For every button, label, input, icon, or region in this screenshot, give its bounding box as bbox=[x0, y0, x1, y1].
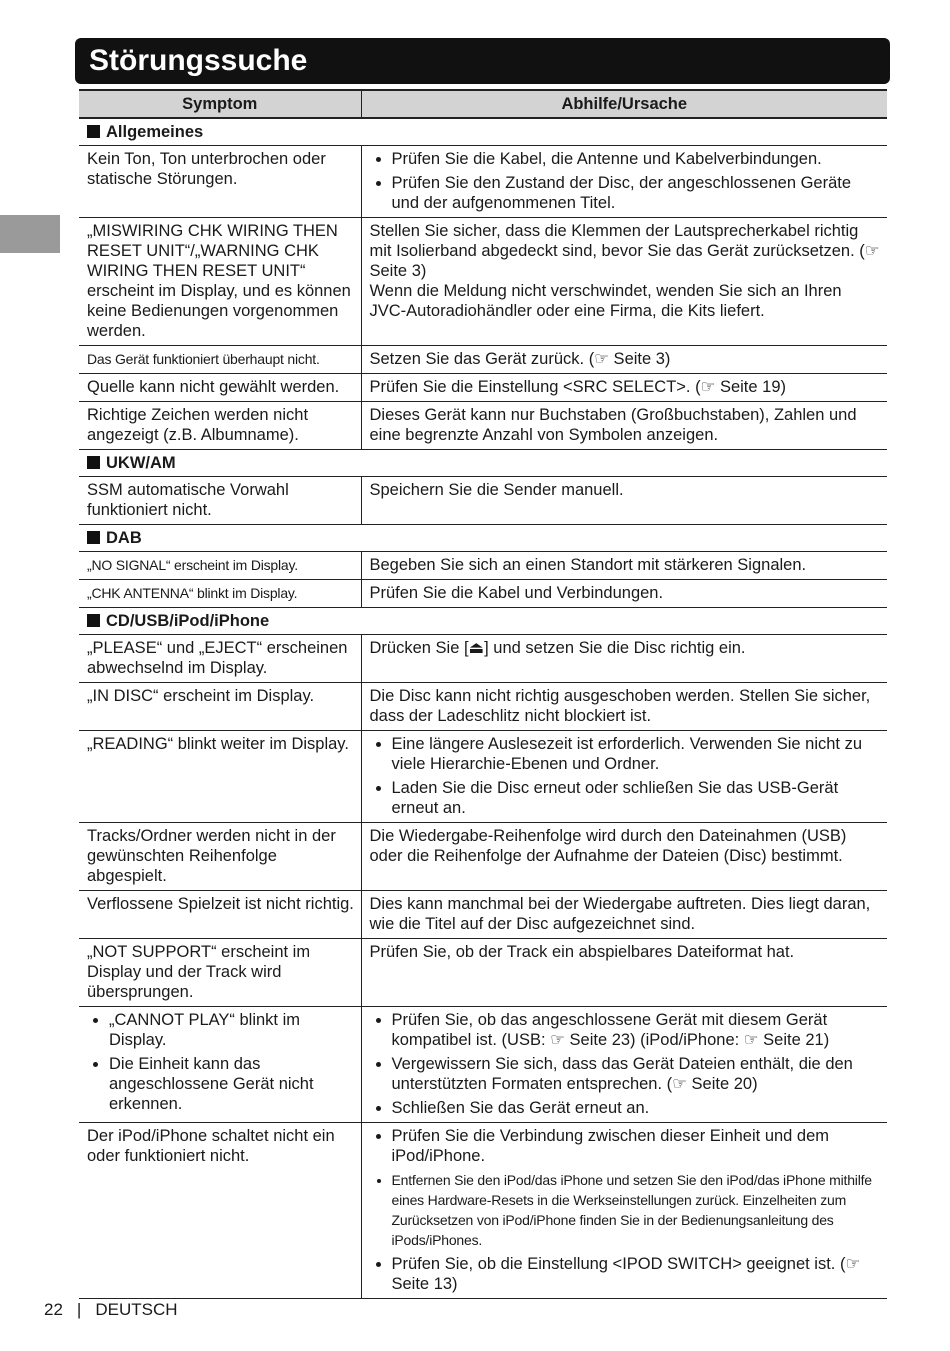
remedy-cell bbox=[361, 823, 887, 891]
section-header-row bbox=[79, 450, 887, 477]
symptom-cell bbox=[79, 402, 361, 450]
symptom-text: Verflossene Spielzeit ist nicht richtig. bbox=[87, 895, 354, 913]
table-row bbox=[79, 477, 887, 525]
remedy-list-item: • Prüfen Sie, ob das angeschlossene Gerät mit diesem Gerät kompatibel ist. (USB: ☞ Seite 23) (iPod/iPhone: ☞ Seite 21) bbox=[392, 1010, 882, 1050]
table-row bbox=[79, 552, 887, 580]
section-header bbox=[79, 608, 887, 635]
table-row bbox=[79, 402, 887, 450]
column-header-symptom: Symptom bbox=[79, 90, 361, 118]
remedy-list-item: • Eine längere Auslesezeit ist erforderlich. Verwenden Sie nicht zu viele Hierarchie-Ebenen und Ordner. bbox=[392, 734, 882, 774]
remedy-list bbox=[370, 734, 882, 818]
remedy-list-item: • Schließen Sie das Gerät erneut an. bbox=[392, 1098, 882, 1118]
page-number: 22 bbox=[44, 1300, 63, 1319]
symptom-cell bbox=[79, 346, 361, 374]
remedy-list bbox=[370, 149, 882, 213]
section-title: DAB bbox=[106, 529, 142, 547]
table-row bbox=[79, 346, 887, 374]
symptom-cell bbox=[79, 580, 361, 608]
remedy-list bbox=[370, 1010, 882, 1118]
symptom-cell bbox=[79, 1123, 361, 1299]
symptom-cell bbox=[79, 731, 361, 823]
remedy-list-item: • Entfernen Sie den iPod/das iPhone und setzen Sie den iPod/das iPhone mithilfe eines Hardware-Resets in die Werkseinstellungen zurück. Einzelheiten zum Zurücksetzen von iPod/iPhone finden Sie in der Bedienungsanleitung des iPods/iPhones. bbox=[392, 1170, 882, 1250]
remedy-cell bbox=[361, 552, 887, 580]
remedy-cell bbox=[361, 346, 887, 374]
remedy-cell bbox=[361, 731, 887, 823]
symptom-list bbox=[87, 1010, 355, 1114]
remedy-list-item: • Vergewissern Sie sich, dass das Gerät Dateien enthält, die den unterstützten Formaten entsprechen. (☞ Seite 20) bbox=[392, 1054, 882, 1094]
remedy-text: Begeben Sie sich an einen Standort mit stärkeren Signalen. bbox=[369, 556, 807, 574]
column-header-remedy: Abhilfe/Ursache bbox=[361, 90, 887, 118]
table-row bbox=[79, 1007, 887, 1123]
table-row bbox=[79, 891, 887, 939]
table-body bbox=[79, 118, 887, 1299]
section-title: UKW/AM bbox=[106, 454, 176, 472]
symptom-text: „NO SIGNAL“ erscheint im Display. bbox=[87, 557, 298, 573]
remedy-list-item: • Prüfen Sie die Verbindung zwischen dieser Einheit und dem iPod/iPhone. bbox=[392, 1126, 882, 1166]
remedy-cell bbox=[361, 146, 887, 218]
section-square-icon bbox=[87, 125, 100, 138]
symptom-cell bbox=[79, 552, 361, 580]
symptom-text: Das Gerät funktioniert überhaupt nicht. bbox=[87, 351, 320, 367]
symptom-cell bbox=[79, 823, 361, 891]
section-title: Allgemeines bbox=[106, 123, 204, 141]
section-header-row bbox=[79, 118, 887, 146]
symptom-text: „IN DISC“ erscheint im Display. bbox=[87, 687, 315, 705]
table-row bbox=[79, 683, 887, 731]
symptom-text: Der iPod/iPhone schaltet nicht ein oder funktioniert nicht. bbox=[87, 1127, 335, 1165]
symptom-text: Kein Ton, Ton unterbrochen oder statische Störungen. bbox=[87, 150, 326, 188]
table-row bbox=[79, 731, 887, 823]
remedy-list-item: • Prüfen Sie, ob die Einstellung <IPOD SWITCH> geeignet ist. (☞ Seite 13) bbox=[392, 1254, 882, 1294]
symptom-cell bbox=[79, 683, 361, 731]
remedy-list bbox=[370, 1126, 882, 1294]
remedy-text: Die Wiedergabe-Reihenfolge wird durch den Dateinahmen (USB) oder die Reihenfolge der Aufnahme der Dateien (Disc) bestimmt. bbox=[369, 827, 847, 865]
remedy-text: Dies kann manchmal bei der Wiedergabe auftreten. Dies liegt daran, wie die Titel auf der Disc aufgezeichnet sind. bbox=[369, 895, 871, 933]
remedy-list-item: • Prüfen Sie den Zustand der Disc, der angeschlossenen Geräte und der aufgenommenen Titel. bbox=[392, 173, 882, 213]
table-row bbox=[79, 218, 887, 346]
table-row bbox=[79, 1123, 887, 1299]
symptom-text: Quelle kann nicht gewählt werden. bbox=[87, 378, 340, 396]
table-row bbox=[79, 374, 887, 402]
symptom-list-item: • Die Einheit kann das angeschlossene Gerät nicht erkennen. bbox=[109, 1054, 355, 1114]
troubleshooting-table bbox=[79, 89, 887, 1299]
symptom-cell bbox=[79, 1007, 361, 1123]
section-header bbox=[79, 450, 887, 477]
remedy-text: Prüfen Sie die Einstellung <SRC SELECT>. (☞ Seite 19) bbox=[369, 378, 786, 396]
remedy-text: Wenn die Meldung nicht verschwindet, wenden Sie sich an Ihren JVC-Autoradiohändler oder eine Firma, die Kits liefert. bbox=[369, 282, 842, 320]
remedy-cell bbox=[361, 1123, 887, 1299]
section-header bbox=[79, 525, 887, 552]
remedy-cell bbox=[361, 402, 887, 450]
symptom-cell bbox=[79, 146, 361, 218]
footer-separator: | bbox=[76, 1300, 82, 1319]
symptom-cell bbox=[79, 891, 361, 939]
symptom-text: „READING“ blinkt weiter im Display. bbox=[87, 735, 349, 753]
remedy-cell bbox=[361, 374, 887, 402]
page-footer bbox=[44, 1300, 178, 1320]
symptom-text: „PLEASE“ und „EJECT“ erscheinen abwechselnd im Display. bbox=[87, 639, 348, 677]
section-title: CD/USB/iPod/iPhone bbox=[106, 612, 270, 630]
symptom-cell bbox=[79, 635, 361, 683]
table-row bbox=[79, 823, 887, 891]
remedy-text: Setzen Sie das Gerät zurück. (☞ Seite 3) bbox=[369, 350, 671, 368]
section-header-row bbox=[79, 525, 887, 552]
remedy-text: Dieses Gerät kann nur Buchstaben (Großbuchstaben), Zahlen und eine begrenzte Anzahl von Symbolen anzeigen. bbox=[369, 406, 857, 444]
remedy-cell bbox=[361, 580, 887, 608]
remedy-text: Prüfen Sie die Kabel und Verbindungen. bbox=[369, 584, 664, 602]
section-header bbox=[79, 118, 887, 146]
remedy-text: Speichern Sie die Sender manuell. bbox=[369, 481, 624, 499]
section-square-icon bbox=[87, 614, 100, 627]
table-row bbox=[79, 635, 887, 683]
symptom-text: Tracks/Ordner werden nicht in der gewünschten Reihenfolge abgespielt. bbox=[87, 827, 336, 885]
table-row bbox=[79, 580, 887, 608]
table-row bbox=[79, 146, 887, 218]
section-square-icon bbox=[87, 531, 100, 544]
symptom-cell bbox=[79, 477, 361, 525]
symptom-cell bbox=[79, 939, 361, 1007]
remedy-text: Prüfen Sie, ob der Track ein abspielbares Dateiformat hat. bbox=[369, 943, 795, 961]
remedy-cell bbox=[361, 939, 887, 1007]
remedy-list-item: • Laden Sie die Disc erneut oder schließen Sie das USB-Gerät erneut an. bbox=[392, 778, 882, 818]
table-header-row bbox=[79, 90, 887, 118]
symptom-text: „CHK ANTENNA“ blinkt im Display. bbox=[87, 585, 298, 601]
section-header-row bbox=[79, 608, 887, 635]
page-title: Störungssuche bbox=[75, 38, 890, 84]
symptom-text: „MISWIRING CHK WIRING THEN RESET UNIT“/„WARNING CHK WIRING THEN RESET UNIT“ erscheint im Display, und es können keine Bedienungen vorgenommen werden. bbox=[87, 222, 351, 340]
symptom-text: Richtige Zeichen werden nicht angezeigt (z.B. Albumname). bbox=[87, 406, 309, 444]
remedy-list-item: • Prüfen Sie die Kabel, die Antenne und Kabelverbindungen. bbox=[392, 149, 882, 169]
footer-language: DEUTSCH bbox=[95, 1300, 178, 1319]
symptom-cell bbox=[79, 374, 361, 402]
symptom-text: SSM automatische Vorwahl funktioniert nicht. bbox=[87, 481, 289, 519]
section-square-icon bbox=[87, 456, 100, 469]
symptom-text: „NOT SUPPORT“ erscheint im Display und der Track wird übersprungen. bbox=[87, 943, 311, 1001]
remedy-cell bbox=[361, 635, 887, 683]
remedy-cell bbox=[361, 891, 887, 939]
remedy-cell bbox=[361, 477, 887, 525]
symptom-cell bbox=[79, 218, 361, 346]
remedy-text: Drücken Sie [⏏] und setzen Sie die Disc richtig ein. bbox=[369, 639, 746, 657]
remedy-cell bbox=[361, 683, 887, 731]
remedy-cell bbox=[361, 1007, 887, 1123]
remedy-cell bbox=[361, 218, 887, 346]
remedy-text: Die Disc kann nicht richtig ausgeschoben werden. Stellen Sie sicher, dass der Ladeschlitz nicht blockiert ist. bbox=[369, 687, 871, 725]
symptom-list-item: • „CANNOT PLAY“ blinkt im Display. bbox=[109, 1010, 355, 1050]
side-tab-marker bbox=[0, 215, 60, 253]
table-row bbox=[79, 939, 887, 1007]
remedy-text: Stellen Sie sicher, dass die Klemmen der Lautsprecherkabel richtig mit Isolierband abgedeckt sind, bevor Sie das Gerät zurücksetzen. (☞ Seite 3) bbox=[369, 222, 880, 280]
